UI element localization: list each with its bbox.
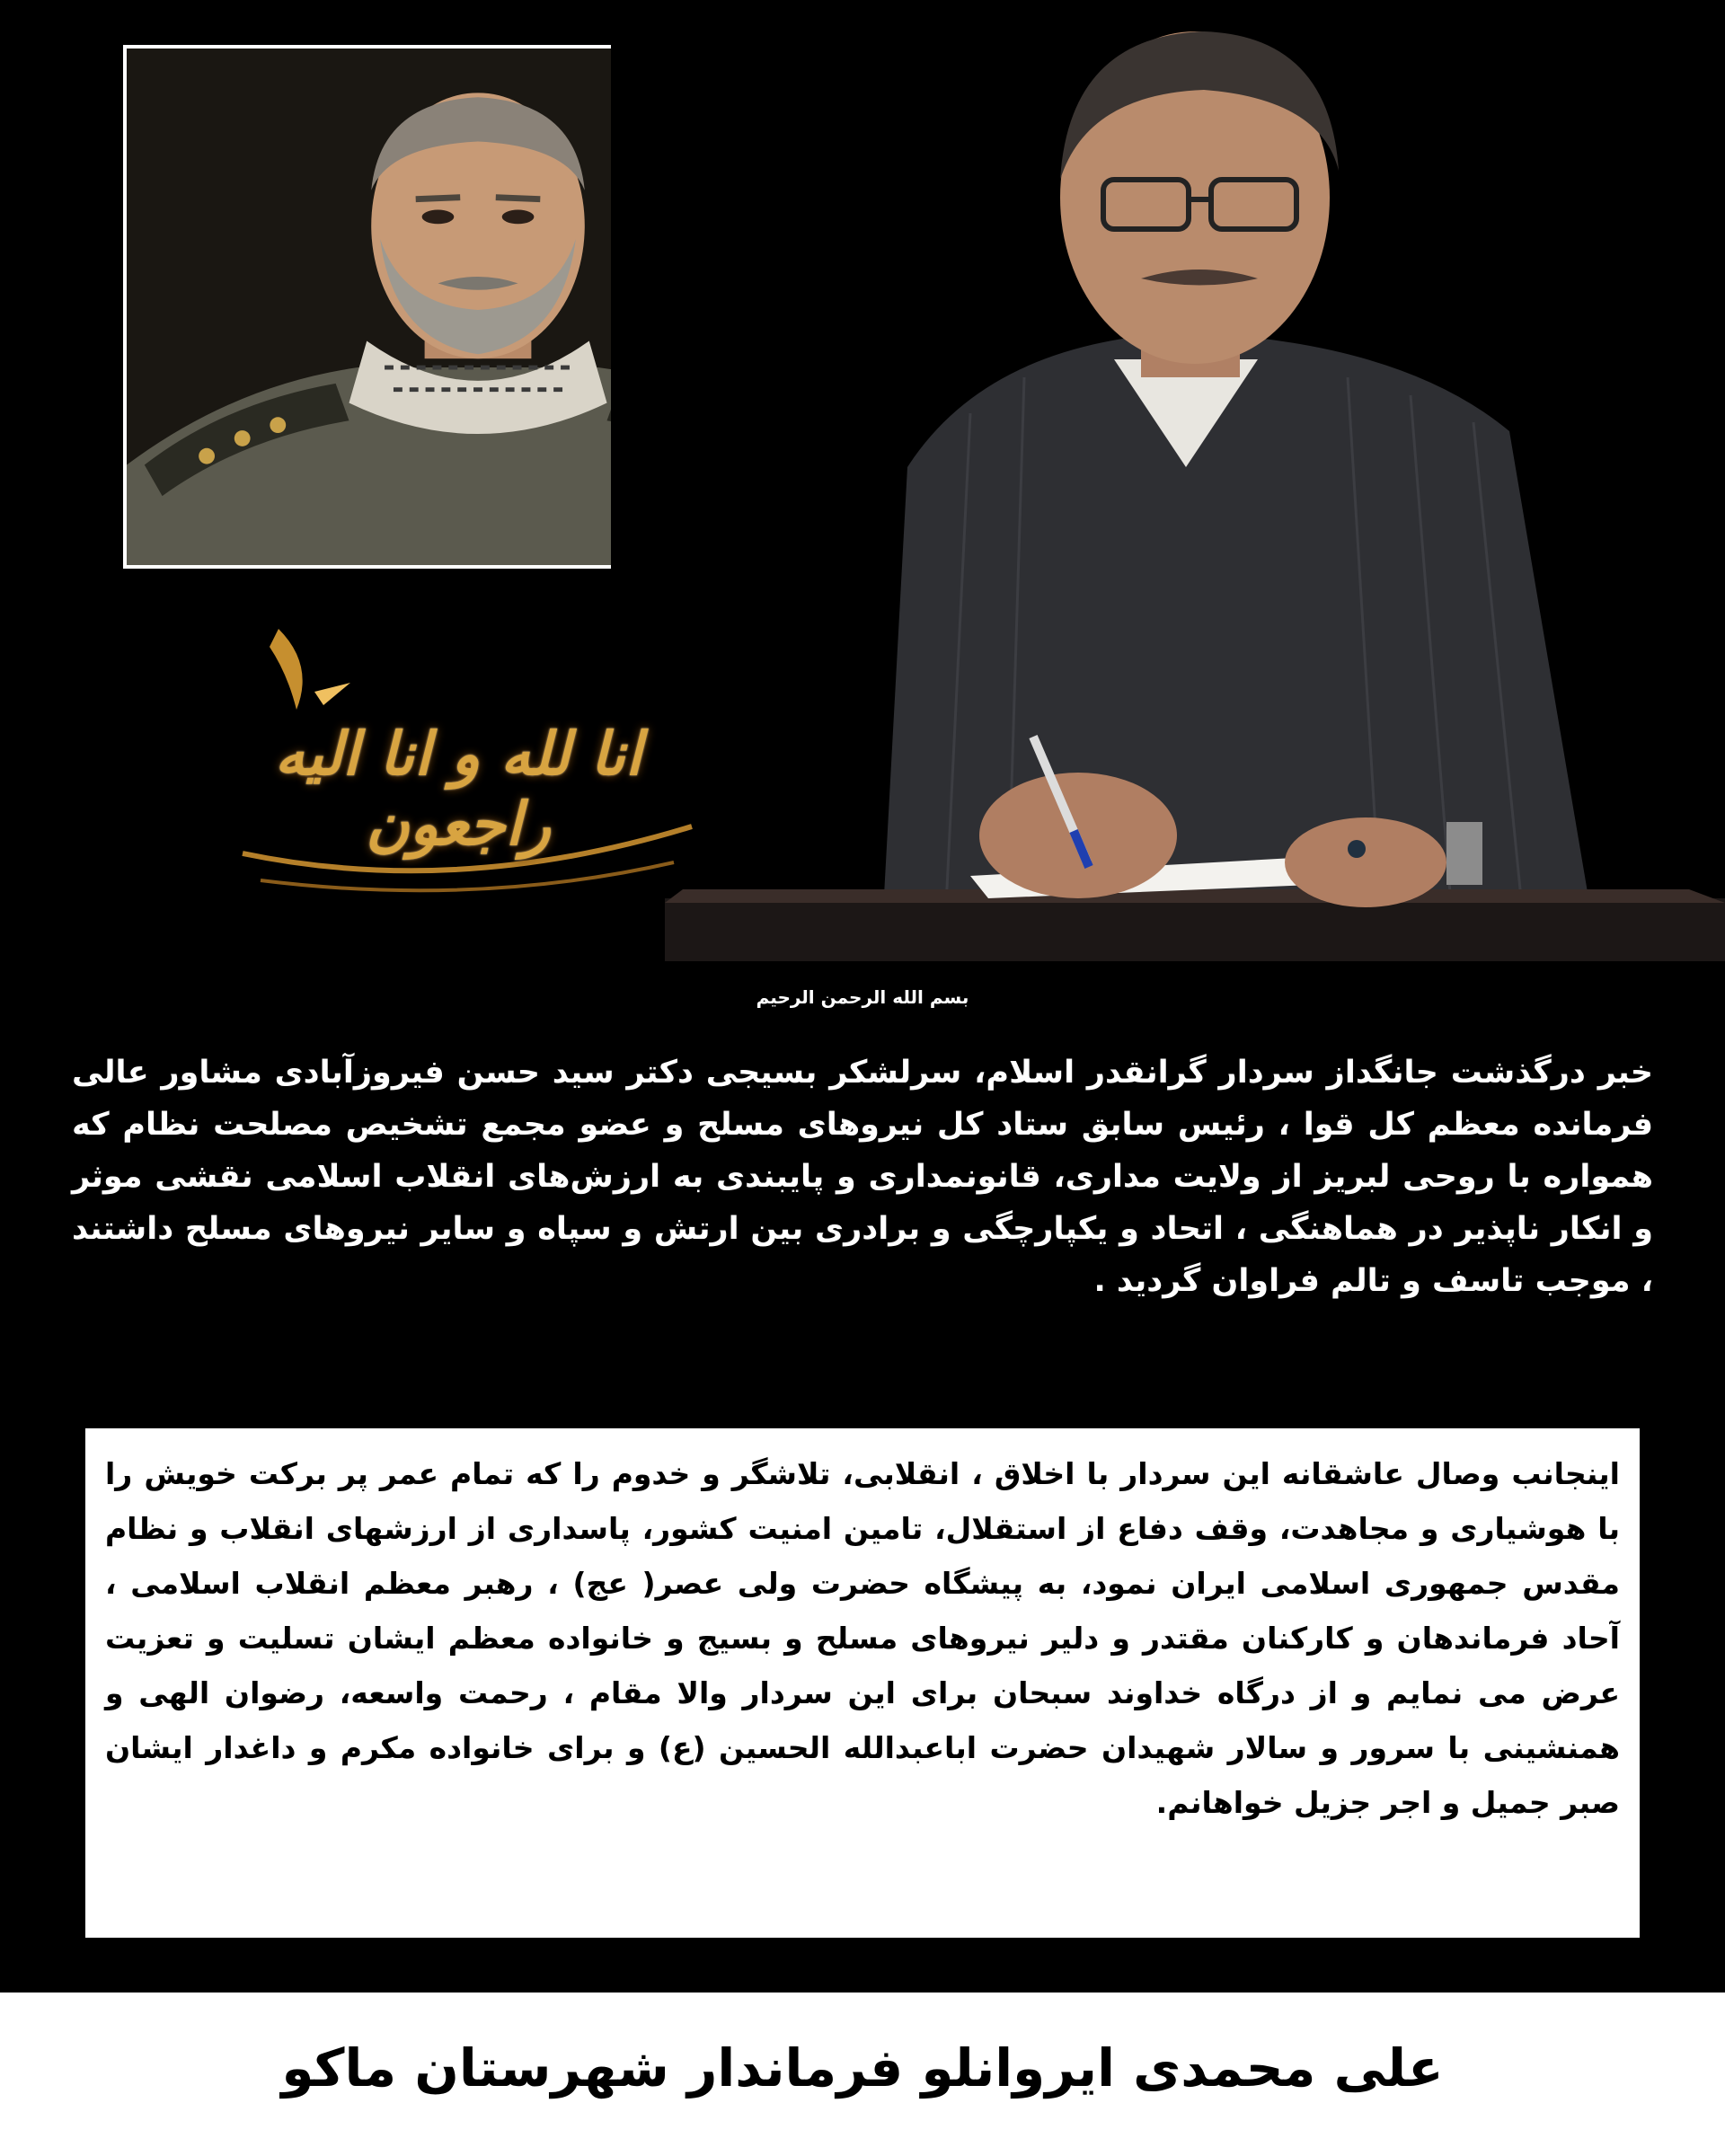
signature-bar: [0, 1993, 1725, 2156]
signature-text: علی محمدی ایروانلو فرماندار شهرستان ماکو: [281, 2037, 1444, 2099]
calligraphy-inna-lillah: [207, 611, 710, 907]
calligraphy-text: انا لله و انا الیه راجعون: [274, 719, 642, 859]
news-paragraph: خبر درگذشت جانگداز سردار گرانقدر اسلام، سرلشکر بسیجی دکتر سید حسن فیروزآبادی مشاور عالی فرمانده معظم کل قوا ، رئیس سابق ستاد کل نیروهای مسلح و عضو مجمع تشخیص مصلحت نظام که همواره با روحی لبریز از ولایت مداری، قانونمداری و پایبندی به ارزش‌های انقلاب اسلامی نقشی موثر و انکار ناپذیر در هماهنگی ، اتحاد و یکپارچگی و برادری بین ارتش و سپاه و سایر نیروهای مسلح داشتند ، موجب تاسف و تالم فراوان گردید .: [72, 1055, 1653, 1299]
governor-writing-photo: [611, 0, 1725, 961]
message-paragraph: اینجانب وصال عاشقانه این سردار با اخلاق ، انقلابی، تلاشگر و خدوم را که تمام عمر پر برکت خویش را با هوشیاری و مجاهدت، وقف دفاع از استقلال، تامین امنیت کشور، پاسداری از ارزشهای انقلاب و نظام مقدس جمهوری اسلامی ایران نمود، به پیشگاه حضرت ولی عصر( عج) ، رهبر معظم انقلاب اسلامی ، آحاد فرماندهان و کارکنان مقتدر و دلیر نیروهای مسلح و بسیج و خانواده معظم ایشان تسلیت و تعزیت عرض می نمایم و از درگاه خداوند سبحان برای این سردار والا مقام ، رحمت واسعه، رضوان الهی و همنشینی با سرور و سالار شهیدان حضرت اباعبدالله الحسین (ع) و برای خانواده مکرم و داغدار ایشان صبر جمیل و اجر جزیل خواهانم.: [105, 1456, 1620, 1820]
bismillah-heading: بسم الله الرحمن الرحیم: [756, 986, 969, 1008]
message-box: [85, 1428, 1640, 1938]
